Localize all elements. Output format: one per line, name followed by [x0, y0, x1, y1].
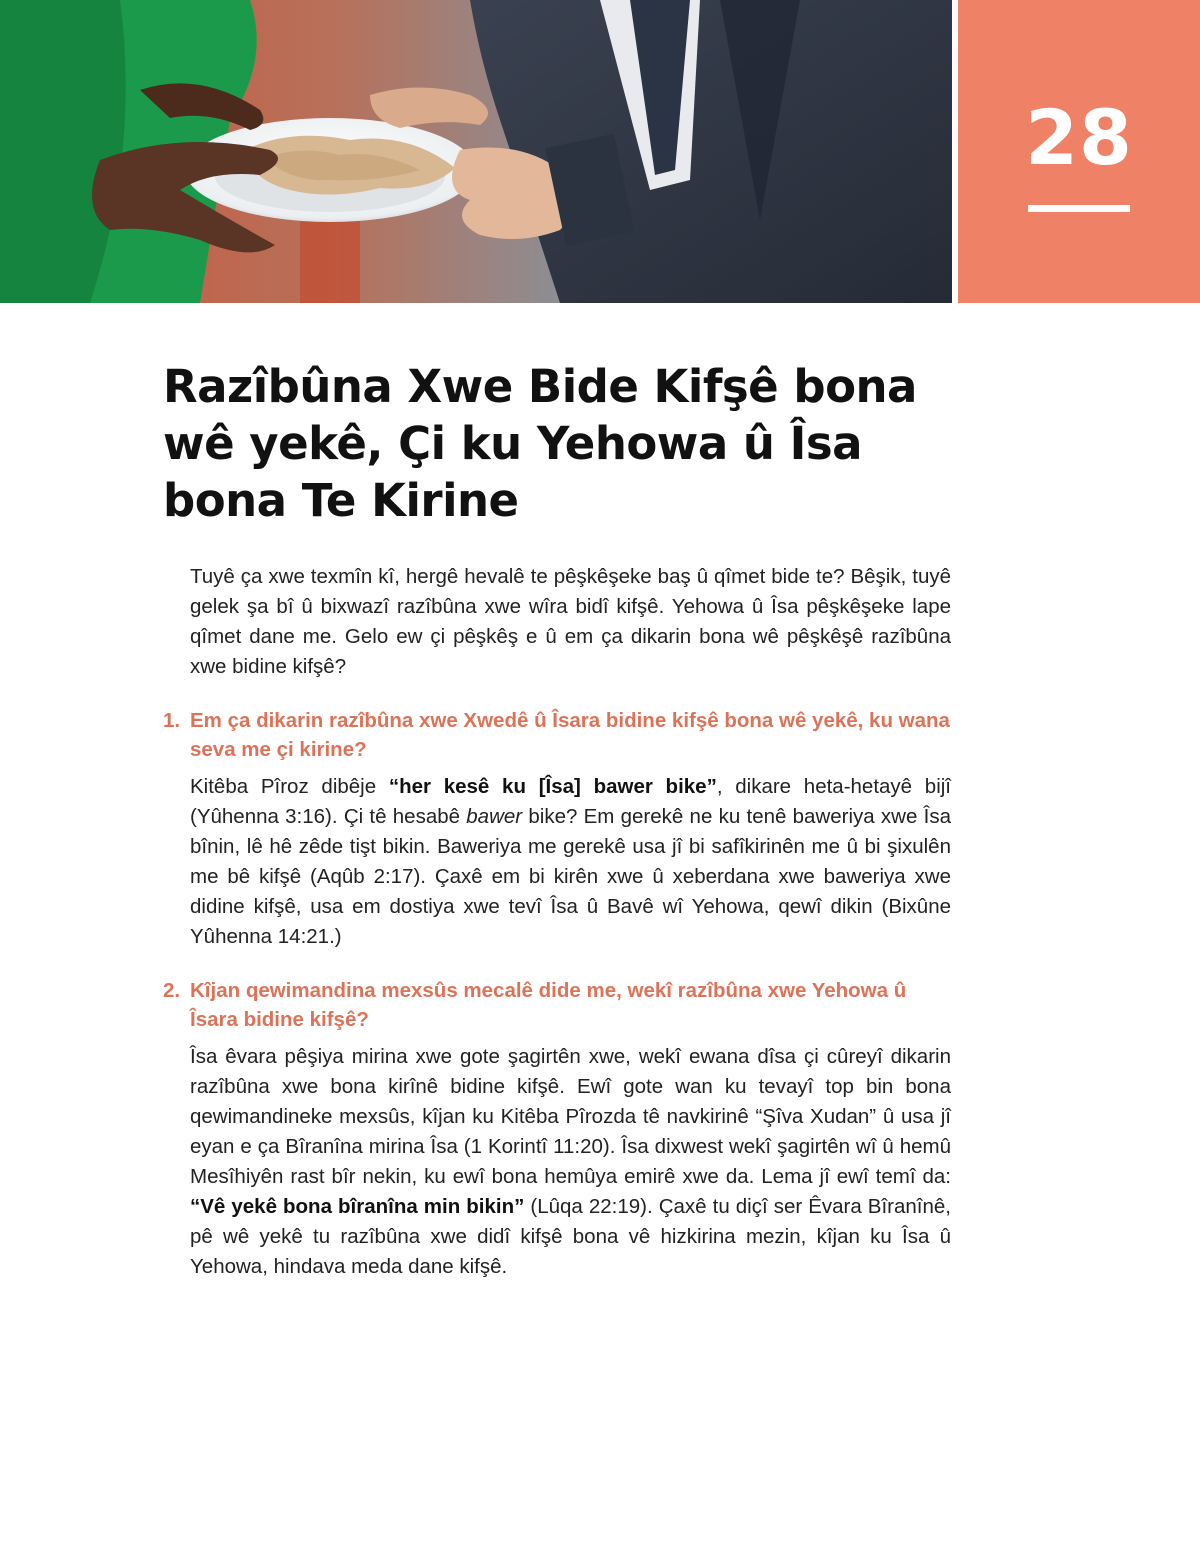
answer-text: Îsa êvara pêşiya mirina xwe gote şagirtên xwe, wekî ewana dîsa çi cûreyî dikarin razîbûna xwe bona kirînê bidine kifşê. Ewî gote wan ku tevayî top bin bona qewimandineke mexsûs, kîjan ku Kitêba Pîrozda tê navkirinê “Şîva Xudan” û usa jî eyan e ça Bîranîna mirina Îsa (1 Korintî 11:20). Îsa dixwest wekî şagirtên wî û hemû Mesîhiyên rast bîr nekin, ku ewî bona hemûya emirê xwe da. Lema jî ewî temî da: [190, 1045, 951, 1188]
lesson-number-underline [1028, 205, 1130, 212]
intro-paragraph: Tuyê ça xwe texmîn kî, hergê hevalê te pêşkêşeke baş û qîmet bide te? Bêşik, tuyê gelek şa bî û bixwazî razîbûna xwe wîra bidî kifşê. Yehowa û Îsa pêşkêşeke lape qîmet dane me. Gelo ew çi pêşkêş e û em ça dikarin bona wê pêşkêşê razîbûna xwe bidine kifşê? [190, 565, 951, 678]
answer-text: , dikare heta-hetayê bijî (Yûhenna 3:16). Çi tê hesabê [190, 775, 952, 828]
section-2-answer-paragraph [190, 1042, 951, 1282]
lesson-number-box [958, 0, 1200, 303]
answer-text: bike? Em gerekê ne ku tenê baweriya xwe Îsa bînin, lê hê zêde tişt bikin. Baweriya me gerekê usa jî bi safîkirinên me û bi şixulên me bê kifşê (Aqûb 2:17). Çaxê em bi kirên xwe û xeberdana xwe baweriya xwe didine kifşê, usa em dostiya xwe tevî Îsa û Bavê wî Yehowa, qewî dikin (Bixûne Yûhenna 14:21.) [190, 805, 951, 948]
section-2-question [163, 976, 951, 1034]
lesson-number: 28 [1025, 93, 1133, 182]
section-1-question [163, 706, 951, 764]
bread-plate-photo [0, 0, 952, 303]
page-title: Razîbûna Xwe Bide Kifşê bona wê yekê, Çi ku Yehowa û Îsa bona Te Kirine [163, 360, 917, 527]
answer-text: Kitêba Pîroz dibêje [190, 775, 389, 798]
section-2-question-text: Kîjan qewimandina mexsûs mecalê dide me, wekî razîbûna xwe Yehowa û Îsara bidine kifşê? [190, 979, 907, 1031]
section-1-question-text: Em ça dikarin razîbûna xwe Xwedê û Îsara bidine kifşê bona wê yekê, ku wana seva me çi kirine? [190, 709, 950, 761]
answer-emphasis: “her kesê ku [Îsa] bawer bike” [388, 775, 717, 798]
section-2-answer [163, 1042, 951, 1282]
answer-emphasis: “Vê yekê bona bîranîna min bikin” [190, 1195, 525, 1218]
section-1-answer-paragraph [190, 772, 951, 952]
section-2-number: 2. [163, 979, 181, 1002]
answer-text: (Lûqa 22:19). Çaxê tu diçî ser Êvara Bîranînê, pê wê yekê tu razîbûna xwe didî kifşê bona vê hizkirina mezin, kîjan ku Îsa û Yehowa, hindava meda dane kifşê. [190, 1195, 951, 1278]
section-1-answer [163, 772, 951, 952]
answer-italic: bawer [466, 805, 523, 828]
lesson-content [163, 562, 951, 1282]
hero-photo [0, 0, 952, 303]
section-1-number: 1. [163, 709, 181, 732]
